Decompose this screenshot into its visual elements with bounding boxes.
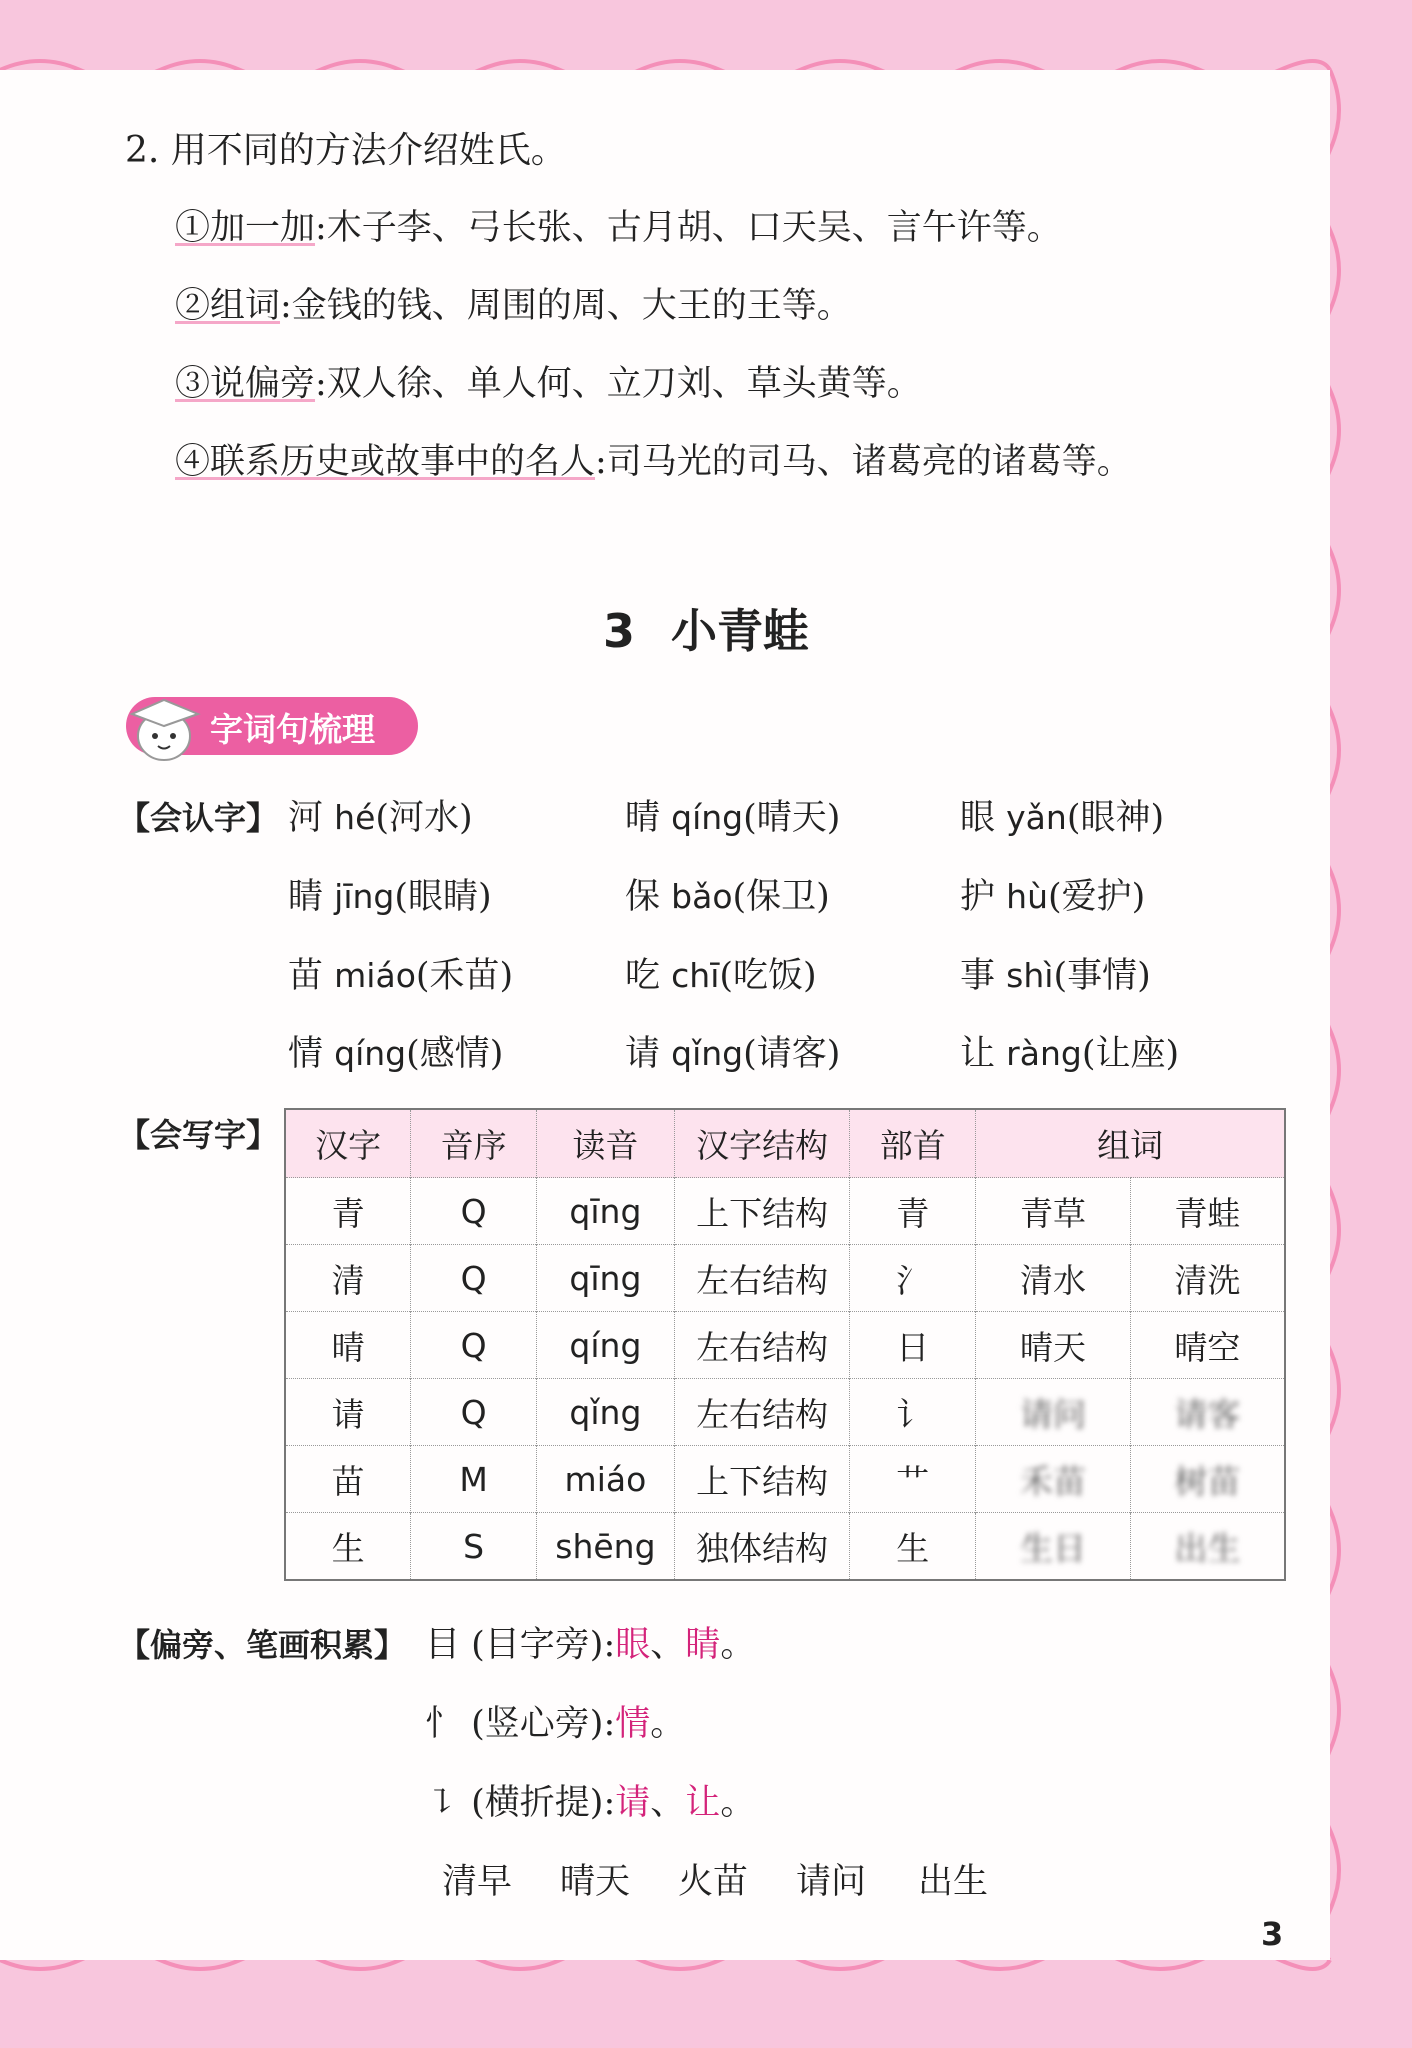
table-cell: qīng	[536, 1245, 674, 1312]
table-cell: M	[411, 1446, 537, 1513]
table-cell: 独体结构	[674, 1513, 850, 1581]
write-label: 【会写字】	[118, 1116, 279, 1154]
recognize-item: 睛 jīng(眼睛)	[288, 877, 492, 917]
table-cell: 清	[285, 1245, 411, 1312]
lesson-title	[0, 595, 1412, 661]
mascot-icon	[120, 684, 210, 774]
table-cell-blurred: 禾苗	[976, 1446, 1131, 1513]
table-cell: shēng	[536, 1513, 674, 1581]
table-cell-blurred: 树苗	[1130, 1446, 1285, 1513]
table-cell: 艹	[850, 1446, 976, 1513]
table-cell: 晴天	[976, 1312, 1131, 1379]
table-cell-blurred: 请问	[976, 1379, 1131, 1446]
recognize-label: 【会认字】	[118, 799, 279, 837]
radicals-label: 【偏旁、笔画积累】	[118, 1626, 407, 1664]
table-cell: 日	[850, 1312, 976, 1379]
method-body: :金钱的钱、周围的周、大王的王等。	[280, 286, 852, 326]
table-cell: Q	[411, 1379, 537, 1446]
table-cell: 清水	[976, 1245, 1131, 1312]
table-cell: 上下结构	[674, 1446, 850, 1513]
table-cell: 左右结构	[674, 1245, 850, 1312]
table-header: 读音	[536, 1109, 674, 1178]
page-number: 3	[1261, 1915, 1284, 1953]
recognize-item: 护 hù(爱护)	[960, 877, 1146, 917]
table-cell: S	[411, 1513, 537, 1581]
table-cell: 清洗	[1130, 1245, 1285, 1312]
table-header: 汉字结构	[674, 1109, 850, 1178]
recognize-item: 让 ràng(让座)	[960, 1034, 1180, 1074]
recognize-item: 请 qǐng(请客)	[625, 1034, 841, 1074]
method-item	[175, 200, 1062, 250]
table-header-row	[285, 1109, 1285, 1178]
method-head: ③说偏旁	[175, 364, 316, 404]
word-item: 清早	[442, 1862, 513, 1902]
lesson-name: 小青蛙	[671, 604, 809, 658]
table-row	[285, 1513, 1285, 1581]
recognize-item: 保 bǎo(保卫)	[625, 877, 830, 917]
method-head: ①加一加	[175, 208, 316, 248]
table-cell: 晴	[285, 1312, 411, 1379]
word-item: 出生	[918, 1862, 989, 1902]
table-cell: 青草	[976, 1178, 1131, 1245]
recognize-item: 情 qíng(感情)	[288, 1034, 504, 1074]
recognize-item: 吃 chī(吃饭)	[625, 956, 817, 996]
table-header: 组词	[976, 1109, 1285, 1178]
table-row	[285, 1312, 1285, 1379]
radical-row: 目 (目字旁):眼、睛。	[425, 1625, 756, 1665]
table-cell: 生	[850, 1513, 976, 1581]
intro-title: 2. 用不同的方法介绍姓氏。	[125, 130, 567, 171]
table-cell: 青	[285, 1178, 411, 1245]
table-cell-blurred: 生日	[976, 1513, 1131, 1581]
radical-row: 忄 (竖心旁):情。	[425, 1704, 686, 1744]
word-item: 火苗	[678, 1862, 749, 1902]
method-item	[175, 278, 852, 328]
table-header: 汉字	[285, 1109, 411, 1178]
radical-row: ㇊ (横折提):请、让。	[425, 1783, 756, 1823]
table-cell-blurred: 请客	[1130, 1379, 1285, 1446]
table-cell: Q	[411, 1312, 537, 1379]
table-cell: 讠	[850, 1379, 976, 1446]
method-body: :司马光的司马、诸葛亮的诸葛等。	[595, 442, 1132, 482]
table-cell: 青蛙	[1130, 1178, 1285, 1245]
table-cell: qíng	[536, 1312, 674, 1379]
page-sheet	[0, 70, 1330, 1960]
table-cell: miáo	[536, 1446, 674, 1513]
recognize-item: 晴 qíng(晴天)	[625, 798, 841, 838]
table-cell: Q	[411, 1245, 537, 1312]
table-cell: 左右结构	[674, 1379, 850, 1446]
table-cell: 请	[285, 1379, 411, 1446]
table-cell: qīng	[536, 1178, 674, 1245]
recognize-item: 河 hé(河水)	[288, 798, 473, 838]
table-cell: 晴空	[1130, 1312, 1285, 1379]
table-row	[285, 1379, 1285, 1446]
table-cell-blurred: 出生	[1130, 1513, 1285, 1581]
table-cell: 生	[285, 1513, 411, 1581]
method-head: ②组词	[175, 286, 281, 326]
method-item	[175, 434, 1132, 484]
recognize-item: 事 shì(事情)	[960, 956, 1151, 996]
recognize-item: 苗 miáo(禾苗)	[288, 956, 514, 996]
write-table	[284, 1108, 1286, 1581]
table-cell: 青	[850, 1178, 976, 1245]
table-header: 部首	[850, 1109, 976, 1178]
table-header: 音序	[411, 1109, 537, 1178]
lesson-number: 3	[602, 604, 635, 658]
table-row	[285, 1245, 1285, 1312]
method-item	[175, 356, 922, 406]
method-body: :木子李、弓长张、古月胡、口天吴、言午许等。	[315, 208, 1062, 248]
table-cell: 左右结构	[674, 1312, 850, 1379]
table-row	[285, 1178, 1285, 1245]
word-item: 请问	[796, 1862, 867, 1902]
method-head: ④联系历史或故事中的名人	[175, 442, 596, 482]
word-item: 晴天	[560, 1862, 631, 1902]
table-row	[285, 1446, 1285, 1513]
table-cell: 苗	[285, 1446, 411, 1513]
table-cell: 氵	[850, 1245, 976, 1312]
table-cell: Q	[411, 1178, 537, 1245]
table-cell: 上下结构	[674, 1178, 850, 1245]
table-cell: qǐng	[536, 1379, 674, 1446]
recognize-item: 眼 yǎn(眼神)	[960, 798, 1165, 838]
section-badge-label: 字词句梳理	[210, 710, 375, 749]
method-body: :双人徐、单人何、立刀刘、草头黄等。	[315, 364, 922, 404]
